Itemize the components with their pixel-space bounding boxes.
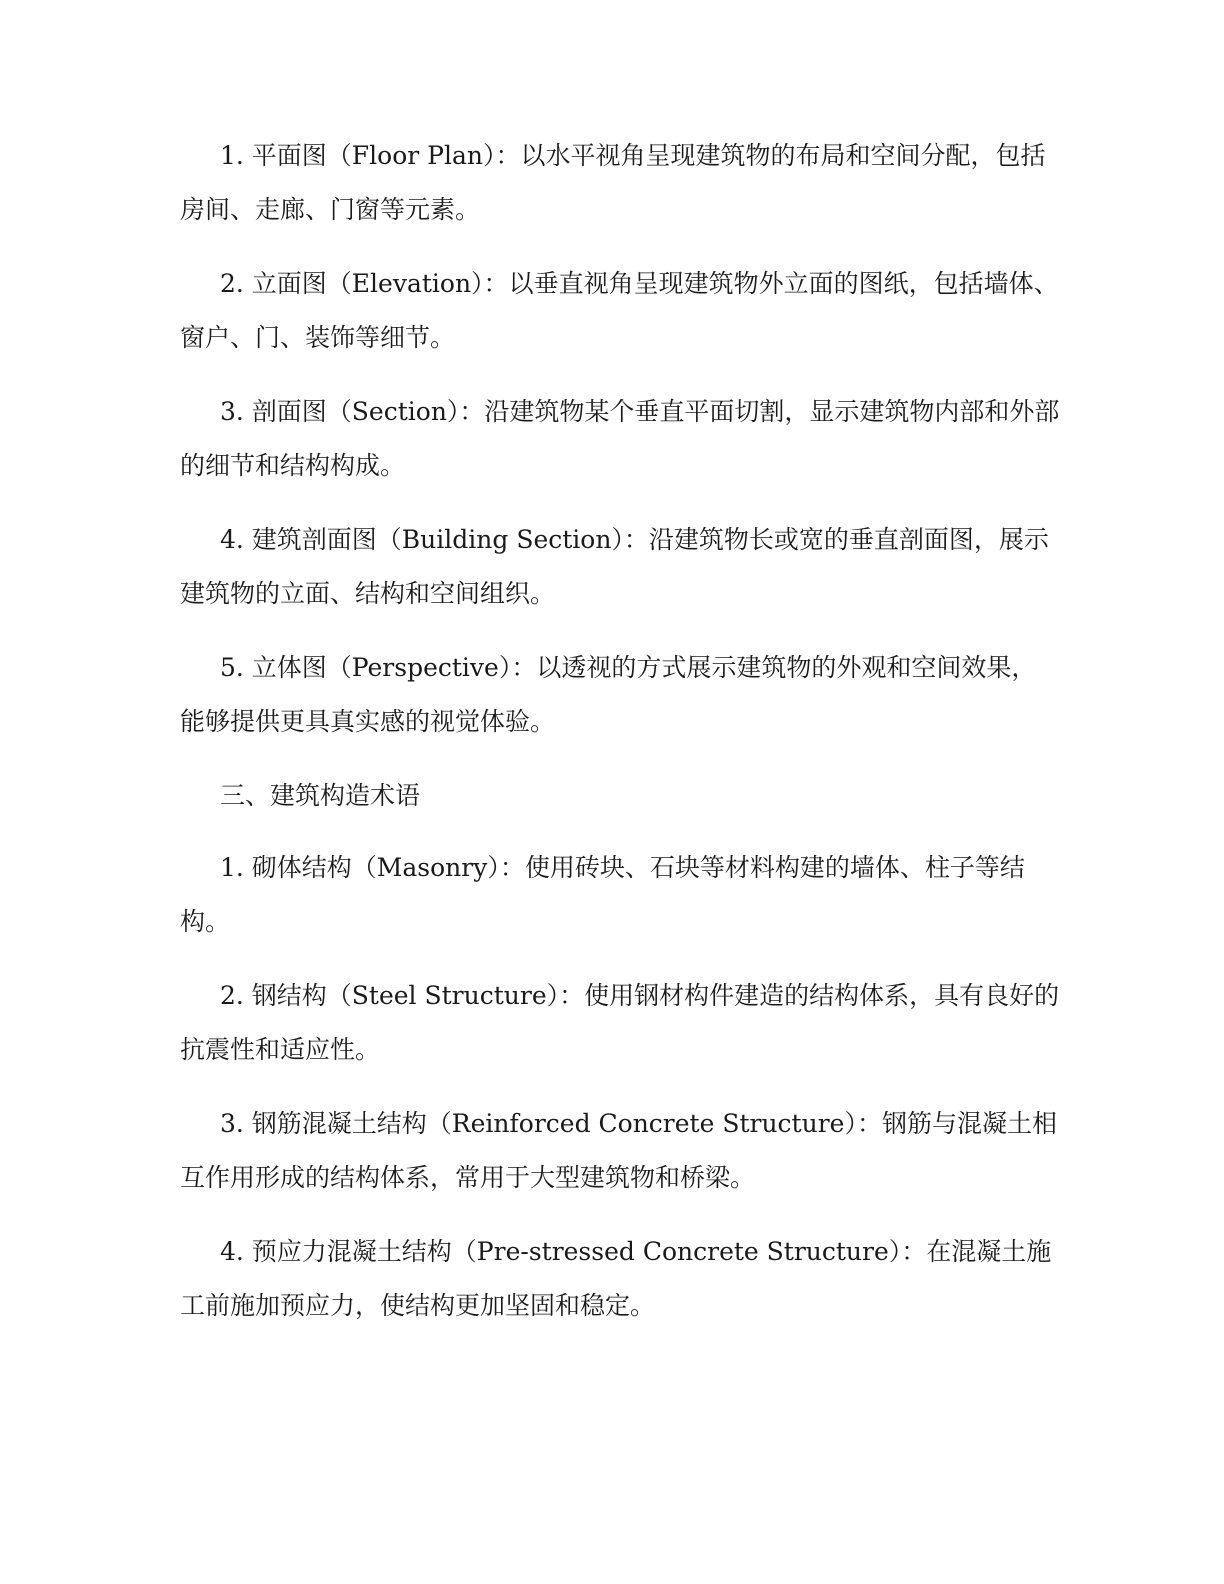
paragraph-building-section: 4. 建筑剖面图（Building Section）：沿建筑物长或宽的垂直剖面图，展示建筑物的立面、结构和空间组织。 <box>180 525 1049 608</box>
paragraph-elevation: 2. 立面图（Elevation）：以垂直视角呈现建筑物外立面的图纸，包括墙体、窗户、门、装饰等细节。 <box>180 269 1059 352</box>
paragraph-masonry: 1. 砌体结构（Masonry）：使用砖块、石块等材料构建的墙体、柱子等结构。 <box>180 853 1025 936</box>
paragraph-steel-structure: 2. 钢结构（Steel Structure）：使用钢材构件建造的结构体系，具有良好的抗震性和适应性。 <box>180 981 1060 1064</box>
paragraph-floor-plan: 1. 平面图（Floor Plan）：以水平视角呈现建筑物的布局和空间分配，包括房间、走廊、门窗等元素。 <box>180 141 1046 224</box>
paragraph-section: 3. 剖面图（Section）：沿建筑物某个垂直平面切割，显示建筑物内部和外部的细节和结构构成。 <box>180 397 1060 480</box>
paragraph-reinforced-concrete: 3. 钢筋混凝土结构（Reinforced Concrete Structure）：钢筋与混凝土相互作用形成的结构体系，常用于大型建筑物和桥梁。 <box>180 1109 1057 1192</box>
paragraph-prestressed-concrete: 4. 预应力混凝土结构（Pre-stressed Concrete Structure）：在混凝土施工前施加预应力，使结构更加坚固和稳定。 <box>180 1237 1052 1320</box>
section-heading: 三、建筑构造术语 <box>220 781 421 810</box>
paragraph-perspective: 5. 立体图（Perspective）：以透视的方式展示建筑物的外观和空间效果，能够提供更具真实感的视觉体验。 <box>180 653 1037 736</box>
